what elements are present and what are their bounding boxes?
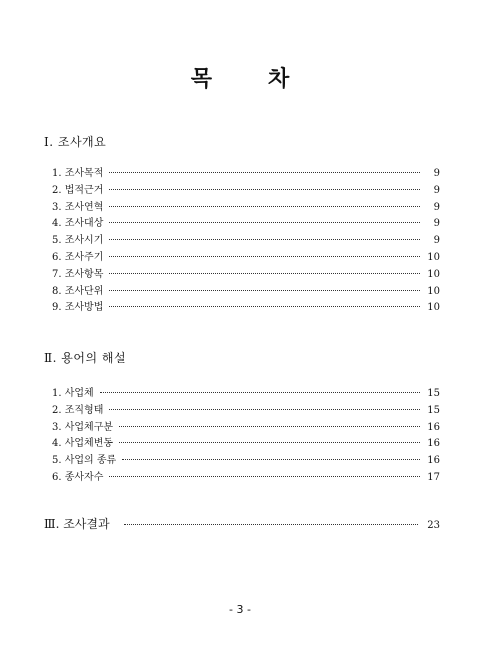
toc-entry-label: 1. 조사목적	[52, 168, 104, 179]
toc-entry[interactable]	[44, 434, 440, 451]
toc-section-2	[44, 349, 440, 485]
toc-entry-label: 4. 사업체변동	[52, 438, 114, 450]
toc-entry[interactable]	[44, 231, 440, 248]
toc-entry[interactable]	[44, 401, 440, 418]
dot-leader	[109, 239, 420, 240]
toc-entry-page: 15	[427, 388, 440, 399]
toc-section-3[interactable]	[44, 515, 440, 532]
toc-entry-page: 16	[427, 455, 440, 467]
toc-entry-page: 17	[427, 471, 440, 483]
toc-entry[interactable]	[44, 298, 440, 315]
toc-entry[interactable]	[44, 198, 440, 215]
toc-entry-label: 9. 조사방법	[52, 302, 104, 314]
toc-entry-label: 3. 사업체구분	[52, 421, 114, 433]
toc-entry-page: 9	[433, 184, 440, 196]
dot-leader	[109, 290, 420, 291]
dot-leader	[122, 459, 420, 460]
dot-leader	[119, 442, 420, 443]
toc-entry-page: 10	[427, 251, 440, 263]
page-number: - 3 -	[229, 603, 251, 616]
toc-section-1	[44, 133, 440, 315]
toc-entry-label: 5. 조사시기	[52, 235, 104, 247]
toc-entry-page: 9	[433, 235, 440, 247]
toc-entry-page: 9	[433, 218, 440, 230]
toc-entry[interactable]	[44, 265, 440, 282]
toc-entry[interactable]	[44, 515, 440, 532]
toc-entry[interactable]	[44, 282, 440, 299]
dot-leader	[119, 426, 420, 427]
toc-entry-page: 23	[427, 520, 440, 531]
toc-entry[interactable]	[44, 468, 440, 485]
toc-entry-page: 10	[427, 302, 440, 314]
toc-entry-page: 9	[433, 168, 440, 179]
toc-entry-label: 8. 조사단위	[52, 285, 104, 297]
toc-entry-page: 10	[427, 285, 440, 297]
dot-leader	[109, 172, 420, 173]
section-heading: Ⅱ. 용어의 해설	[44, 351, 127, 365]
section-heading: Ⅰ. 조사개요	[44, 135, 107, 149]
dot-leader	[109, 306, 420, 307]
toc-entry-label: 4. 조사대상	[52, 218, 104, 230]
page-title	[0, 62, 480, 93]
toc-entry[interactable]	[44, 248, 440, 265]
dot-leader	[124, 524, 418, 525]
dot-leader	[109, 256, 420, 257]
title-left: 목	[190, 66, 212, 92]
dot-leader	[109, 409, 420, 410]
dot-leader	[109, 273, 420, 274]
toc-entry-label: 6. 조사주기	[52, 251, 104, 263]
toc-entry-label: 1. 사업체	[52, 388, 94, 399]
toc-entry-label: 6. 종사자수	[52, 471, 104, 483]
toc-entry[interactable]	[44, 384, 440, 401]
toc-entry[interactable]	[44, 418, 440, 435]
title-right: 차	[268, 66, 290, 92]
toc-entry-label: 7. 조사항목	[52, 268, 104, 280]
toc-entry-label: 2. 법적근거	[52, 184, 104, 196]
toc-entry-page: 16	[427, 421, 440, 433]
dot-leader	[109, 476, 420, 477]
dot-leader	[109, 206, 420, 207]
toc-entry-page: 10	[427, 268, 440, 280]
toc-entry[interactable]	[44, 214, 440, 231]
section-heading: Ⅲ. 조사결과	[44, 517, 110, 531]
toc-entry-page: 16	[427, 438, 440, 450]
toc-entry[interactable]	[44, 181, 440, 198]
dot-leader	[109, 222, 420, 223]
toc-entry-label: 5. 사업의 종류	[52, 455, 117, 467]
toc-entry-label: 3. 조사연혁	[52, 201, 104, 213]
toc-entry-label: 2. 조직형태	[52, 404, 104, 416]
toc-entry[interactable]	[44, 451, 440, 468]
toc-entry-page: 9	[433, 201, 440, 213]
dot-leader	[109, 189, 420, 190]
toc-entry[interactable]	[44, 164, 440, 181]
toc-entry-page: 15	[427, 404, 440, 416]
dot-leader	[100, 392, 420, 393]
